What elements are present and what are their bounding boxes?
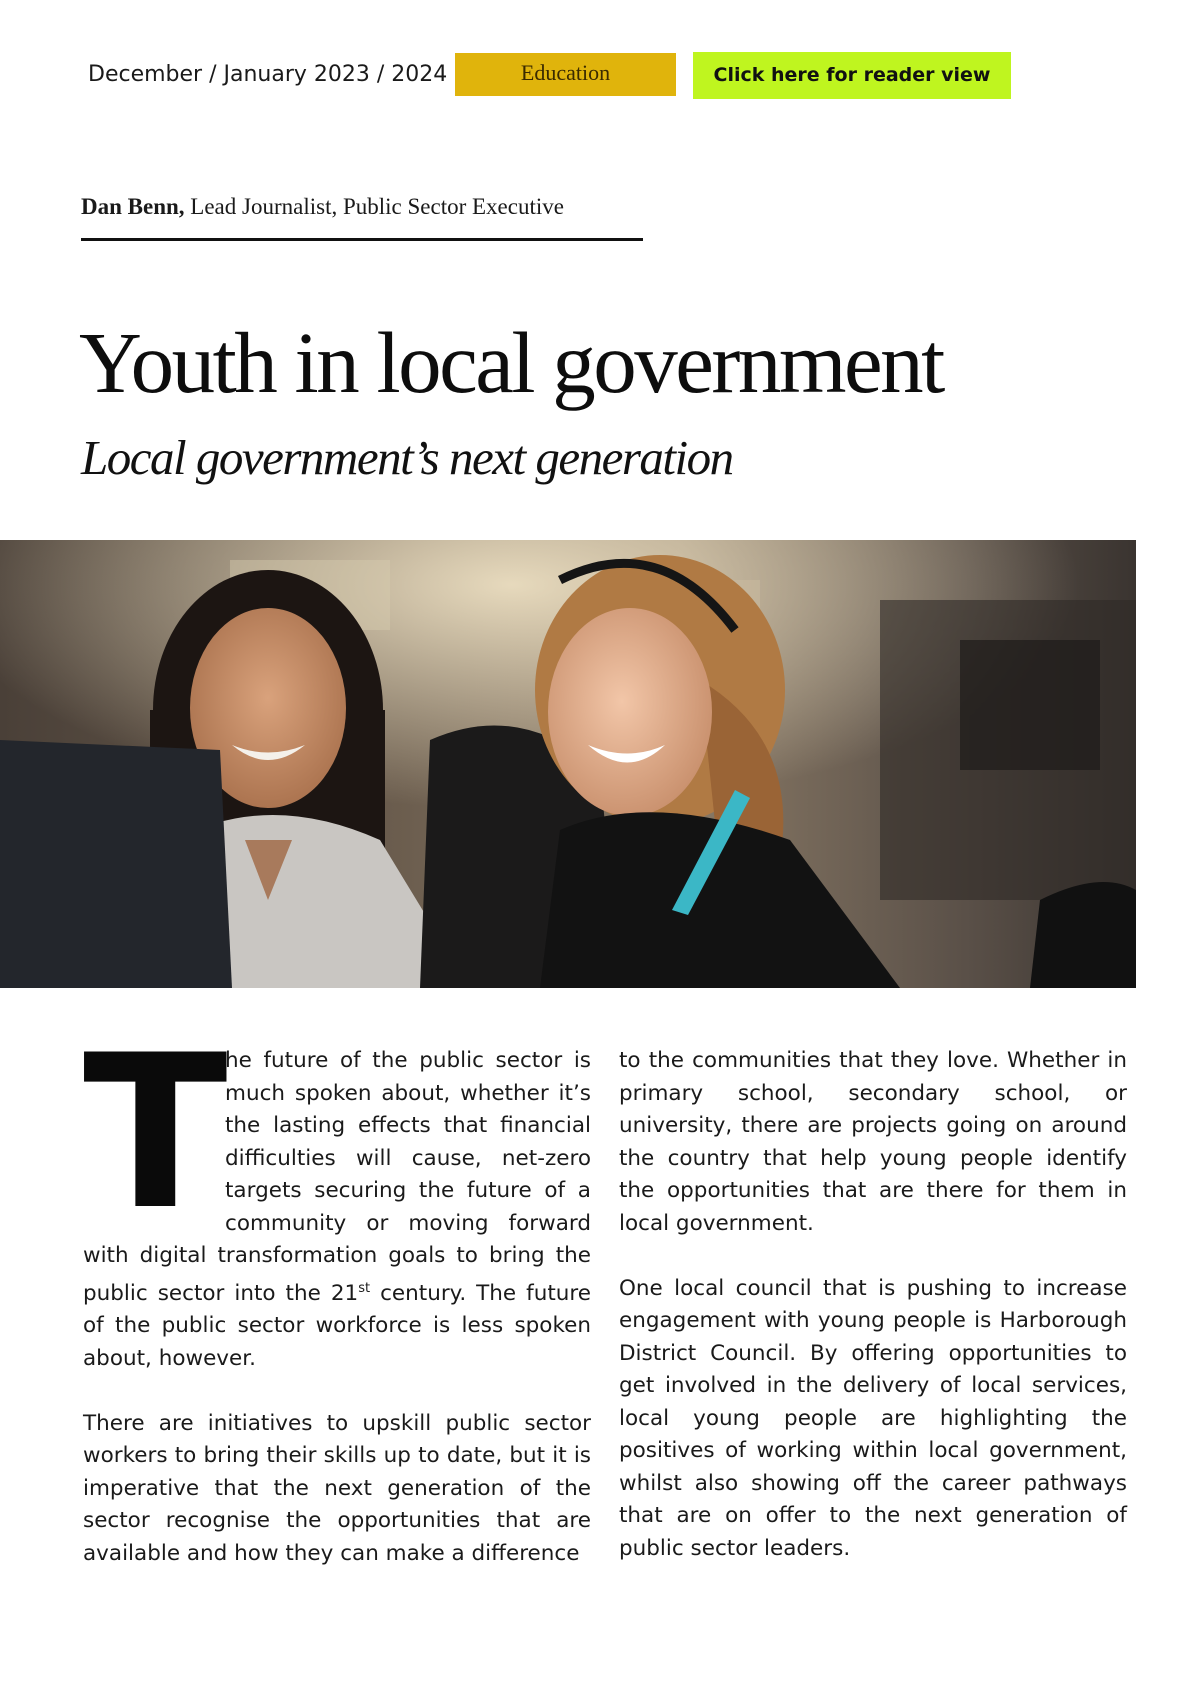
paragraph-3: One local council that is pushing to increase engagement with young people is Harborough District Council. By offering opportunities to get involved in the delivery of local services, local young people are highlighting the positives of working within local government, whilst also showing off the career pathways that are on offer to the next generation of public sector leaders. xyxy=(619,1275,1127,1561)
ordinal-suffix: st xyxy=(358,1280,371,1296)
hero-photo xyxy=(0,540,1136,988)
author-name: Dan Benn, xyxy=(81,194,185,219)
paragraph-1 xyxy=(83,1009,592,1375)
drop-cap-letter: T xyxy=(83,1009,228,1256)
drop-cap xyxy=(83,1009,228,1256)
article-subtitle: Local government’s next generation xyxy=(81,430,733,485)
article-title: Youth in local government xyxy=(79,314,943,411)
category-tag[interactable]: Education xyxy=(455,53,676,96)
paragraph-2: There are initiatives to upskill public sector workers to bring their skills up to date, but it is imperative that the next generation of the sector recognise the opportunities that are available and how they can make a difference xyxy=(83,1410,591,1566)
paragraph-2-continued: to the communities that they love. Whether in primary school, secondary school, or university, there are projects going on around the country that help young people identify the opportunities that are there for them in local government. xyxy=(619,1048,1127,1236)
reader-view-button[interactable]: Click here for reader view xyxy=(693,52,1011,99)
byline-divider xyxy=(81,238,643,241)
author-role: Lead Journalist, Public Sector Executive xyxy=(190,194,564,219)
article-column-right xyxy=(619,1045,1127,1598)
article-column-left xyxy=(83,1009,592,1603)
paragraph-1-text-end: century. The future of the public sector workforce is less spoken about, however. xyxy=(83,1280,592,1371)
paragraph-1-text: he future of the public sector is much spoken about, whether it’s the lasting effects that financial difficulties will cause, net-zero targets securing the future of a community or moving forward with digital transformation goals to bring the public sector into the 21 xyxy=(83,1048,591,1306)
byline xyxy=(81,194,564,220)
issue-date: December / January 2023 / 2024 xyxy=(88,62,448,87)
